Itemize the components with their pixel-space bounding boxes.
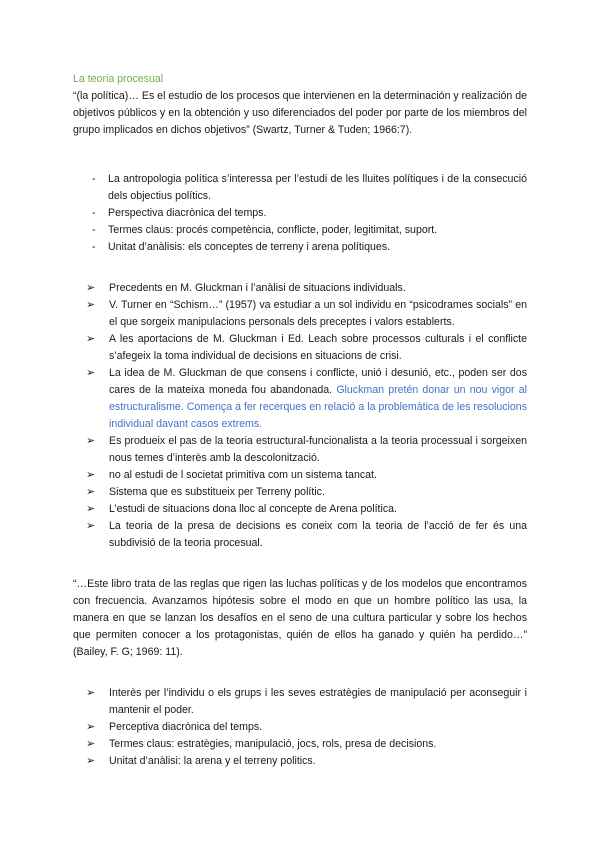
list-item: ➢ Interès per l’individu o els grups i les seves estratègies de manipulació per aconseguir i mantenir el poder. bbox=[86, 687, 527, 716]
section-heading: La teoria procesual bbox=[73, 73, 164, 85]
dash-bullet: - bbox=[92, 173, 96, 185]
list-item: ➢ La idea de M. Gluckman de que consens i conflicte, unió i desunió, etc., poden ser dos cares de la mateixa moneda fou abandonada. Gluckman pretén donar un nou vigor al estructuralisme. Comença a fer recerques en relació a la problemàtica de les resolucions individual davant casos extrems. bbox=[86, 367, 527, 430]
list-item: ➢ Es produeix el pas de la teoria estructural-funcionalista a la teoria processual i sorgeixen nous temes d’interès amb la descolonització. bbox=[86, 435, 527, 464]
list-item: - La antropologia política s’interessa per l’estudi de les lluites polítiques i de la consecució dels objectius polítics. bbox=[92, 173, 527, 202]
list-item: ➢ L’estudi de situacions dona lloc al concepte de Arena política. bbox=[73, 501, 527, 518]
list-item: ➢ Precedents en M. Gluckman i l’anàlisi de situacions individuals. bbox=[73, 280, 527, 297]
dash-bullet: - bbox=[92, 207, 96, 219]
list-item: ➢ no al estudi de l societat primitiva com un sistema tancat. bbox=[73, 467, 527, 484]
highlighted-note: Gluckman pretén donar un nou vigor al estructuralisme. Comença a fer recerques en relació a la problemàtica de les resolucions individual davant casos extrems. bbox=[109, 384, 527, 430]
arrow-bullet-icon: ➢ bbox=[86, 503, 96, 515]
list-item: ➢ A les aportacions de M. Gluckman i Ed. Leach sobre processos culturals i el conflicte s’afegeix la toma individual de decisions en situacions de crisi. bbox=[86, 333, 527, 362]
list-item: - Perspectiva diacrònica del temps. bbox=[73, 205, 527, 222]
arrow-bullet-icon: ➢ bbox=[86, 687, 96, 699]
arrow-bullet-icon: ➢ bbox=[86, 486, 96, 498]
arrow-bullet-icon: ➢ bbox=[86, 520, 96, 532]
arrow-bullet-icon: ➢ bbox=[86, 333, 96, 345]
list-item: - Unitat d’anàlisis: els conceptes de terreny i arena polítiques. bbox=[73, 239, 527, 256]
list-item: ➢ Unitat d’anàlisi: la arena y el terreny politics. bbox=[73, 753, 527, 770]
dash-bullet: - bbox=[92, 241, 96, 253]
list-item: ➢ V. Turner en “Schism…” (1957) va estudiar a un sol individu en “psicodrames socials” en el que sorgeix manipulacions personals dels preceptes i valors establerts. bbox=[86, 299, 527, 328]
quote-swartz: “(la política)… Es el estudio de los procesos que intervienen en la determinación y realización de objetivos públicos y en la obtención y uso diferenciados del poder por parte de los miembros del grupo implicados en dichos objetivos” (Swartz, Turner & Tuden; 1966:7). bbox=[73, 90, 528, 136]
arrow-bullet-icon: ➢ bbox=[86, 469, 96, 481]
quote-bailey: “…Este libro trata de las reglas que rigen las luchas políticas y de los modelos que encontramos con frecuencia. Avanzamos hipótesis sobre el modo en que un hombre político las usa, la manera en que se lanzan los desafíos en el seno de una cultura particular y sobre los hechos que permiten conocer a los protagonistas, quién de ellos ha ganado y quién ha perdido…” (Bailey, F. G; 1969: 11). bbox=[73, 578, 527, 658]
document-page bbox=[73, 71, 527, 770]
list-item: - Termes claus: procés competència, conflicte, poder, legitimitat, suport. bbox=[73, 222, 527, 239]
arrow-bullet-icon: ➢ bbox=[86, 367, 96, 379]
arrow-bullet-icon: ➢ bbox=[86, 299, 96, 311]
dash-bullet: - bbox=[92, 224, 96, 236]
arrow-bullet-icon: ➢ bbox=[86, 282, 96, 294]
arrow-list-bailey bbox=[73, 685, 527, 770]
list-item: ➢ Termes claus: estratègies, manipulació, jocs, rols, presa de decisions. bbox=[73, 736, 527, 753]
list-item: ➢ Sistema que es substitueix per Terreny polític. bbox=[73, 484, 527, 501]
arrow-bullet-icon: ➢ bbox=[86, 721, 96, 733]
arrow-bullet-icon: ➢ bbox=[86, 755, 96, 767]
arrow-bullet-icon: ➢ bbox=[86, 435, 96, 447]
list-item: ➢ La teoria de la presa de decisions es coneix com la teoria de l’acció de fer és una subdivisió de la teoria procesual. bbox=[86, 520, 527, 549]
dash-list bbox=[73, 171, 527, 256]
arrow-bullet-icon: ➢ bbox=[86, 738, 96, 750]
arrow-list-processual bbox=[73, 280, 527, 552]
list-item: ➢ Perceptiva diacrònica del temps. bbox=[73, 719, 527, 736]
